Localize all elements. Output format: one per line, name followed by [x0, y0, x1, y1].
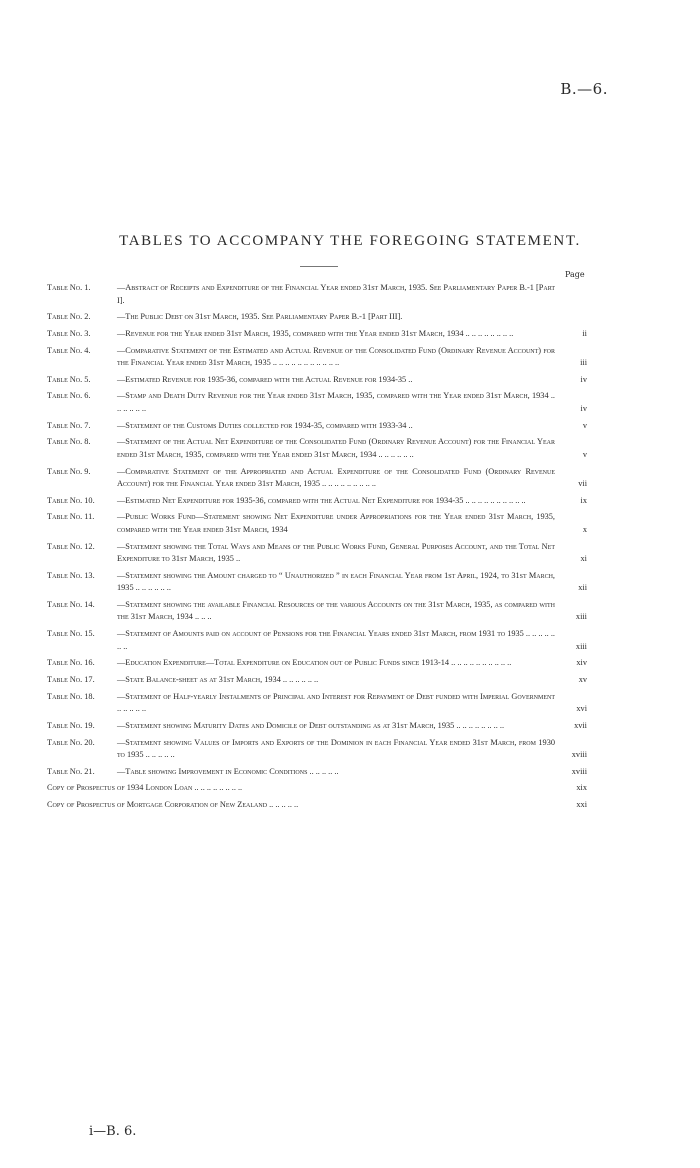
toc-entry-page: xiv — [576, 658, 587, 668]
toc-entry — [47, 436, 587, 461]
toc-entry-page: x — [582, 524, 587, 534]
toc-entry-label: Table No. 9. — [47, 466, 91, 476]
toc-entry-label: Table No. 14. — [47, 599, 95, 609]
toc-entry — [47, 657, 587, 670]
toc-entry-page: xiii — [575, 612, 587, 622]
toc-entry-text: —Education Expenditure—Total Expenditure on Education out of Public Funds since 1913-14 .. .. .. .. .. .. .. .. .. .. — [117, 658, 512, 668]
toc-entry — [47, 311, 587, 324]
toc-entry-label: Table No. 18. — [47, 691, 95, 701]
toc-entry-label: Table No. 16. — [47, 658, 95, 668]
toc-entry-text: —The Public Debt on 31st March, 1935. See Parliamentary Paper B.-1 [Part III]. — [117, 312, 403, 322]
toc-entry-label: Table No. 7. — [47, 420, 91, 430]
toc-entry-label: Table No. 19. — [47, 720, 95, 730]
title-divider — [300, 266, 338, 267]
toc-entry-page: xvi — [576, 704, 587, 714]
toc-entry-page: iii — [580, 358, 587, 368]
toc-entry-page: xii — [578, 583, 587, 593]
toc-entry-text: Copy of Prospectus of Mortgage Corporation of New Zealand .. .. .. .. .. — [47, 800, 299, 810]
toc-entry-page: xv — [578, 675, 587, 684]
toc-entry — [47, 737, 587, 762]
toc-entry-label: Table No. 17. — [47, 675, 95, 684]
toc-entry — [47, 782, 587, 795]
toc-entry — [47, 691, 587, 716]
toc-entry-text: —Statement of the Actual Net Expenditure of the Consolidated Fund (Ordinary Revenue Account) for the Financial Year ended 31st March, 1935, compared with the Year ended 31st March, 1934 .. .. .. .. .. .. — [117, 437, 555, 459]
toc-entry-text: —Public Works Fund—Statement showing Net Expenditure under Appropriations for the Year ended 31st March, 1935, compared with the Year ended 31st March, 1934 — [117, 512, 555, 534]
toc-entry — [47, 799, 587, 812]
toc-entry-text: —Statement showing the Amount charged to “ Unauthorized ” in each Financial Year from 1st April, 1924, to 31st March, 1935 .. .. .. .. .. .. — [117, 570, 555, 593]
toc-entry-label: Table No. 6. — [47, 391, 91, 401]
toc-entry-text: —Statement showing the available Financial Resources of the various Accounts on the 31st March, 1935, as compared with the 31st March, 1934 .. .. .. — [117, 599, 555, 622]
toc-entry-page: xviii — [571, 750, 587, 760]
toc-entry — [47, 541, 587, 566]
toc-entry-text: —Statement showing Maturity Dates and Domicile of Debt outstanding as at 31st March, 1935 .. .. .. .. .. .. .. .. — [117, 720, 505, 730]
toc-entry-text: —Abstract of Receipts and Expenditure of the Financial Year ended 31st March, 1935. See Parliamentary Paper B.-1 [Part I]. — [117, 283, 555, 305]
toc-entry — [47, 628, 587, 653]
toc-entry-page: v — [582, 420, 587, 430]
toc-entry-page: ii — [582, 328, 587, 338]
toc-entry-label: Table No. 8. — [47, 437, 91, 447]
toc-entry-label: Table No. 21. — [47, 766, 95, 776]
toc-entry — [47, 674, 587, 687]
toc-entry — [47, 570, 587, 595]
toc-entry-label: Table No. 10. — [47, 495, 95, 505]
toc-entry — [47, 374, 587, 387]
toc-entry-text: —State Balance-sheet as at 31st March, 1934 .. .. .. .. .. .. — [117, 675, 319, 684]
toc-entry-label: Table No. 3. — [47, 328, 91, 338]
toc-entry-page: xviii — [571, 766, 587, 776]
toc-entry-page: xi — [580, 554, 587, 564]
toc-entry — [47, 282, 587, 307]
toc-entry — [47, 766, 587, 779]
toc-entry — [47, 420, 587, 433]
toc-entry — [47, 495, 587, 508]
toc-entry-label: Table No. 15. — [47, 629, 95, 639]
toc-entry-page: xix — [576, 783, 587, 793]
toc-entry — [47, 720, 587, 733]
toc-entry-text: —Statement of the Customs Duties collected for 1934-35, compared with 1933-34 .. — [117, 420, 413, 430]
toc-entry-text: —Comparative Statement of the Estimated and Actual Revenue of the Consolidated Fund (Ordinary Revenue Account) for the Financial Year ended 31st March, 1935 .. .. .. .. .. .. .. .. .. .. .. — [117, 345, 555, 368]
toc-entry — [47, 345, 587, 370]
table-of-contents — [47, 282, 587, 816]
toc-entry-text: —Revenue for the Year ended 31st March, 1935, compared with the Year ended 31st March, 1934 .. .. .. .. .. .. .. .. — [117, 328, 514, 338]
toc-entry-text: —Statement of Amounts paid on account of Pensions for the Financial Years ended 31st March, from 1931 to 1935 .. .. .. .. .. .. .. — [117, 629, 555, 651]
toc-entry — [47, 511, 587, 536]
toc-entry-page: iv — [580, 374, 587, 384]
toc-entry-page: iv — [580, 403, 587, 413]
toc-entry — [47, 390, 587, 415]
page-column-heading: Page — [565, 270, 585, 279]
toc-entry-label: Table No. 20. — [47, 737, 95, 747]
page-title: TABLES TO ACCOMPANY THE FOREGOING STATEMENT. — [119, 233, 581, 249]
toc-entry-label: Table No. 2. — [47, 312, 91, 322]
toc-entry-text: —Comparative Statement of the Appropriated and Actual Expenditure of the Consolidated Fund (Ordinary Revenue Account) for the Financial Year ended 31st March, 1935 .. .. .. .. .. .. .. .. .. — [117, 466, 555, 488]
document-reference: B.—6. — [560, 80, 608, 98]
toc-entry-text: —Stamp and Death Duty Revenue for the Year ended 31st March, 1935, compared with the Year ended 31st March, 1934 .. .. .. .. .. .. — [117, 391, 555, 413]
toc-entry-text: —Statement of Half-yearly Instalments of Principal and Interest for Repayment of Debt funded with Imperial Government .. .. .. .. .. — [117, 691, 555, 714]
toc-entry-page: xvii — [574, 720, 587, 730]
toc-entry-page: xiii — [575, 641, 587, 651]
toc-entry-text: —Statement showing the Total Ways and Means of the Public Works Fund, General Purposes Account, and the Total Net Expenditure to 31st March, 1935 .. — [117, 541, 555, 564]
toc-entry-page: vii — [578, 479, 587, 488]
toc-entry-label: Table No. 4. — [47, 345, 91, 355]
toc-entry-label: Table No. 5. — [47, 374, 91, 384]
toc-entry-page: ix — [580, 495, 587, 505]
toc-entry — [47, 466, 587, 491]
toc-entry-text: —Table showing Improvement in Economic Conditions .. .. .. .. .. — [117, 766, 339, 776]
toc-entry-text: —Statement showing Values of Imports and Exports of the Dominion in each Financial Year ended 31st March, from 1930 to 1935 .. .. .. .. .. — [117, 737, 555, 760]
page-footer: i—B. 6. — [89, 1124, 137, 1139]
toc-entry-page: xxi — [576, 800, 587, 810]
toc-entry-label: Table No. 1. — [47, 283, 91, 292]
toc-entry-text: —Estimated Net Expenditure for 1935-36, compared with the Actual Net Expenditure for 1934-35 .. .. .. .. .. .. .. .. .. .. — [117, 495, 526, 505]
toc-entry-page: v — [582, 449, 587, 459]
toc-entry-label: Table No. 12. — [47, 541, 95, 551]
toc-entry-label: Table No. 13. — [47, 570, 95, 580]
toc-entry-text: Copy of Prospectus of 1934 London Loan .. .. .. .. .. .. .. .. — [47, 783, 243, 793]
toc-entry — [47, 599, 587, 624]
toc-entry-text: —Estimated Revenue for 1935-36, compared with the Actual Revenue for 1934-35 .. — [117, 374, 413, 384]
toc-entry-label: Table No. 11. — [47, 512, 95, 522]
toc-entry — [47, 328, 587, 341]
